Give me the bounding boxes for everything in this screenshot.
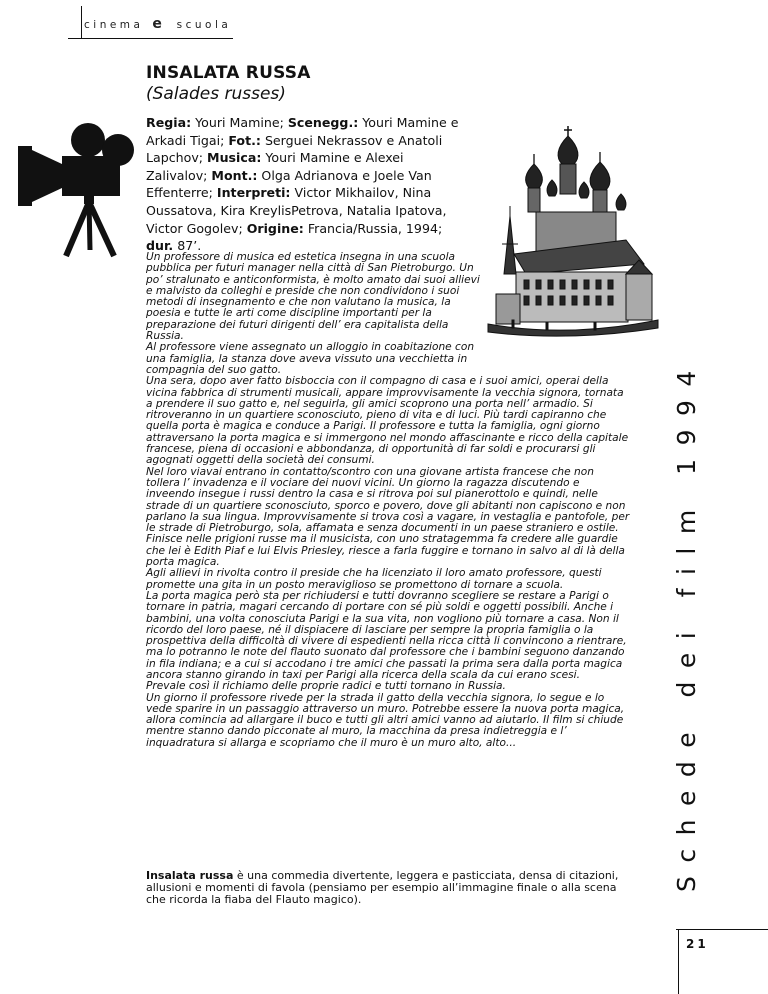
credit-value: Youri Mamine e Alexei Zalivalov; [146,150,404,183]
synopsis-paragraph: Agli allievi in rivolta contro il preside che ha licenziato il loro amato professore, questi promette una gita in un posto meraviglioso se promettono di tornare a scuola. [146,567,602,591]
original-title-text: (Salades russes) [146,84,286,104]
conclusion-text: è una commedia divertente, leggera e pasticciata, densa di citazioni, allusioni e momenti di favola (pensiamo per esempio all’immagine finale o alla scena che ricorda la fiaba del Flauto magico). [146,869,619,906]
sidebar-section-label: Schede dei film 1994 [672,357,701,892]
credit-label: Fot.: [228,132,261,148]
conclusion-film-name: Insalata russa [146,869,234,882]
header-word-cinema: cinema [84,19,144,31]
credit-label: Scenegg.: [287,115,359,130]
header-vertical-rule [81,6,82,38]
credit-label: Musica: [207,150,262,166]
synopsis-paragraph: La porta magica però sta per richiudersi e tutti dovranno scegliere se restare a Parigi o tornare in patria, magari cercando di portare con sé più soldi e oggetti possibili. Anche i bambini, una volta conosciuta Parigi e la sua vita, non vogliono più tornare a casa. Non il ricordo del loro paese, né il dispiacere di lasciare per sempre la propria famiglia o la prospettiva della difficoltà di vivere di espedienti nella ricca città li convincono a rientrare, ma lo potranno le note del flauto suonato dal professore che i bambini seguono danzando in fila indiana; e a cui si accodano i tre amici che passati la prima sera dalla porta magica ancora stanno girando in taxi per Parigi alla ricerca della scala da cui erano scesi. [146,589,627,681]
credit-value: Olga Adrianova e Joele Van Effenterre; [146,167,432,201]
page-number: 21 [686,937,709,951]
synopsis-paragraph: Un giorno il professore rivede per la strada il gatto della vecchia signora, lo segue e lo vede sparire in un passaggio attraverso un muro. Potrebbe essere la nuova porta magica, allora comincia ad allargare il buco e tutti gli altri amici vanno ad aiutarlo. Il film si chiude mentre stanno dando picconate al muro, la macchina da presa indietreggia e l’ inquadratura si allarga e scopriamo che il muro è un muro alto, alto... [146,691,625,749]
credit-value: Youri Mamine; [191,115,288,130]
conclusion-paragraph [146,870,630,906]
credit-label: Interpreti: [216,185,291,201]
film-title: INSALATA RUSSA [146,63,311,83]
page-number-vertical-rule [678,929,679,994]
onion-dome-church-illustration [476,124,661,342]
header-rule [68,38,233,39]
credit-value: Francia/Russia, 1994; [303,220,443,236]
credit-value: Serguei Nekrassov e Anatoli Lapchov; [146,132,443,166]
credit-value: Youri Mamine e Arkadi Tigai; [146,115,459,148]
credit-label: Mont.: [211,167,258,183]
credit-label: Origine: [246,220,304,236]
credit-value: 87’. [173,238,202,254]
film-credits [146,114,466,255]
page-number-rule [676,929,768,930]
synopsis-paragraph: Prevale così il richiamo delle proprie radici e tutti tornano in Russia. [146,680,506,693]
synopsis-paragraph: Nel loro viavai entrano in contatto/scontro con una giovane artista francese che non tollera l’ invadenza e il vociare dei nuovi vicini. Un giorno la ragazza discutendo e inveendo insegue i russi dentro la casa e si ritrova poi sul pianerottolo e quindi, nelle strade di un quartiere sconosciuto, sporco e povero, dove gli abitanti non capiscono e non parlano la sua lingua. Improvvisamente si trova così a vagare, in vestaglia e pantofole, per le strade di Pietroburgo, sola, affamata e senza documenti in un paese straniero e ostile. Finisce nelle prigioni russe ma il musicista, con uno stratagemma fa credere alle guardie che lei è Edith Piaf e lui Elvis Priesley, riesce a farla fuggire e tornano in salvo al di là della porta magica. [146,465,630,569]
film-original-title [146,84,286,104]
header-word-e: e [152,16,162,32]
synopsis [146,251,630,749]
section-header [84,16,231,32]
header-word-scuola: scuola [176,19,232,31]
synopsis-paragraph: Una sera, dopo aver fatto bisboccia con il compagno di casa e i suoi amici, operai della vicina fabbrica di strumenti musicali, appare improvvisamente la vecchia signora, tornata a prendere il suo gatto e, nel seguirla, gli amici scoprono una porta nell’ armadio. Si ritroveranno in un quartiere sconosciuto, pieno di vita e di luci. Più tardi capiranno che quella porta è magica e conduce a Parigi. Il professore e tutta la famiglia, ogni giorno attraversano la porta magica e si immergono nel mondo affascinante e ricco della capitale francese, piena di occasioni e abbondanza, di opportunità di far soldi e procurarsi gli agognati oggetti della società dei consumi. [146,375,629,467]
film-camera-icon [14,118,136,258]
synopsis-paragraph: Al professore viene assegnato un alloggio in coabitazione con una famiglia, la stanza dove aveva vissuto una vecchietta in compagnia del suo gatto. [146,341,475,376]
credit-value: Victor Mikhailov, Nina Oussatova, Kira KreylisPetrova, Natalia Ipatova, Victor Gogolev; [146,185,447,236]
synopsis-paragraph: Un professore di musica ed estetica insegna in una scuola pubblica per futuri manager nella città di San Pietroburgo. Un po’ stralunato e anticonformista, è molto amato dai suoi allievi e malvisto da colleghi e preside che non condividono i suoi metodi di insegnamento e che non valutano la musica, la poesia e tutte le arti come discipline importanti per la preparazione dei futuri dirigenti dell’ era capitalista della Russia. [146,251,480,343]
credit-label: Regia: [146,115,192,130]
credit-label: dur. [146,238,174,254]
